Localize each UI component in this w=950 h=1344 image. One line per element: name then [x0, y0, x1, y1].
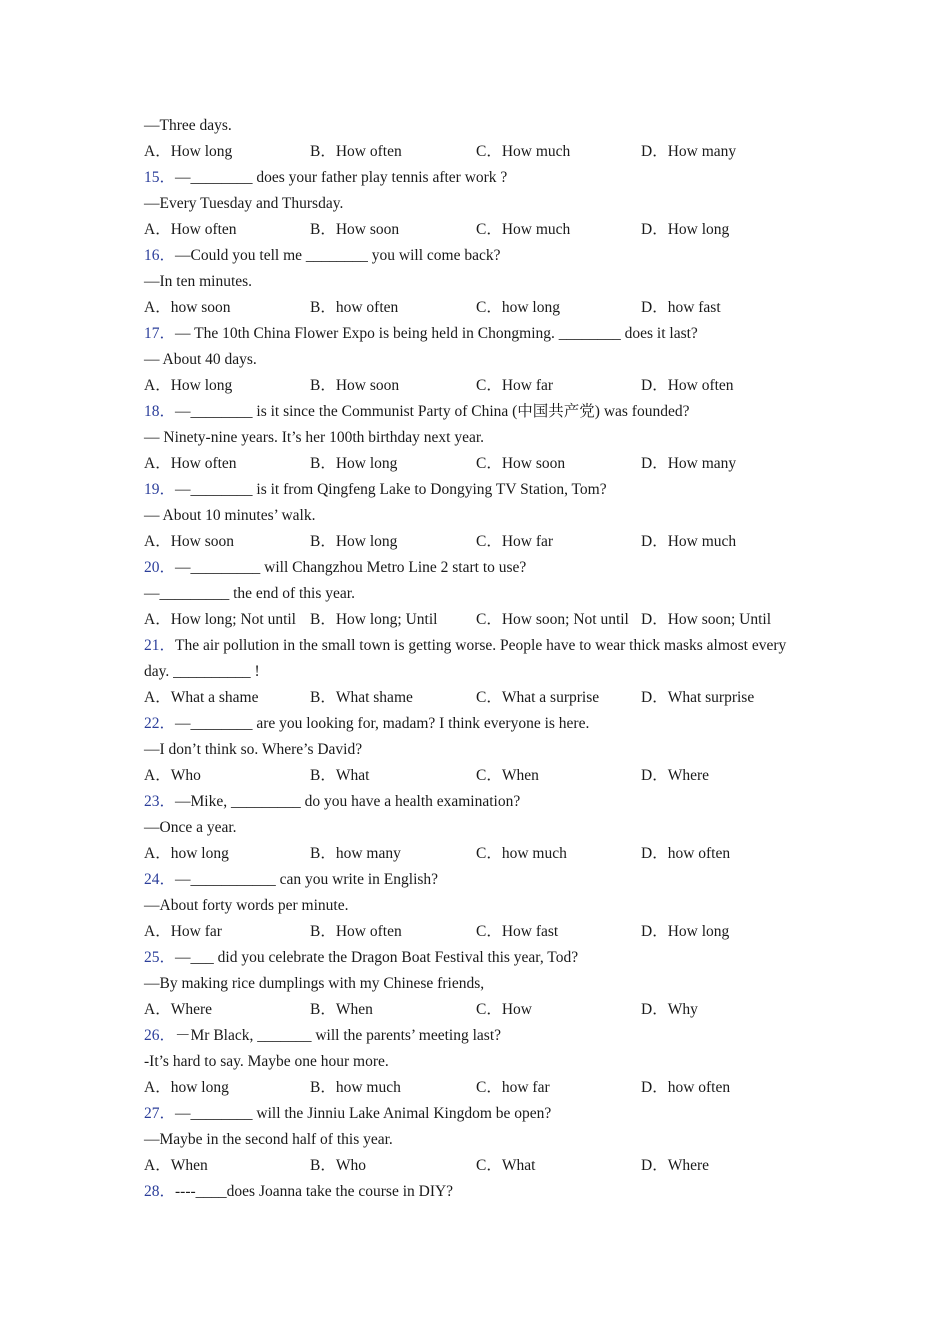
answer-line: —Maybe in the second half of this year.: [144, 1131, 393, 1148]
question-line: [144, 867, 806, 893]
option-a: A．how long: [144, 1079, 229, 1096]
question-line: [144, 555, 806, 581]
question-text: —________ are you looking for, madam? I think everyone is here.: [175, 715, 590, 732]
option-c: C．How fast: [476, 923, 559, 940]
option-d: D．How often: [641, 377, 734, 394]
question-text: —Could you tell me ________ you will come back?: [175, 247, 501, 264]
question-line: [144, 243, 806, 269]
question-line: [144, 633, 806, 685]
question-number: 26．: [144, 1027, 176, 1044]
option-d: D．How much: [641, 533, 737, 550]
options-row: [144, 1153, 806, 1179]
options-row: [144, 295, 806, 321]
options-row: [144, 685, 806, 711]
option-c: C．How much: [476, 143, 571, 160]
options-row: [144, 607, 806, 633]
question-number: 19．: [144, 481, 176, 498]
question-number: 27．: [144, 1105, 176, 1122]
option-c: C．How: [476, 1001, 532, 1018]
option-c: C．What a surprise: [476, 689, 600, 706]
option-d: D．Where: [641, 767, 709, 784]
option-d: D．How soon; Until: [641, 611, 772, 628]
options-row: [144, 373, 806, 399]
option-a: A．How often: [144, 455, 237, 472]
option-a: A．When: [144, 1157, 208, 1174]
option-c: C．How much: [476, 221, 571, 238]
option-b: B．When: [310, 1001, 373, 1018]
question-line: [144, 477, 806, 503]
options-row: [144, 451, 806, 477]
option-d: D．What surprise: [641, 689, 755, 706]
option-d: D．How long: [641, 923, 730, 940]
question-line: [144, 1023, 806, 1049]
option-a: A．How far: [144, 923, 222, 940]
answer-line: —Once a year.: [144, 819, 237, 836]
option-d: D．Where: [641, 1157, 709, 1174]
question-line: [144, 711, 806, 737]
answer-line: -It’s hard to say. Maybe one hour more.: [144, 1053, 389, 1070]
question-text: —___ did you celebrate the Dragon Boat Festival this year, Tod?: [175, 949, 579, 966]
question-text: —Mike, _________ do you have a health examination?: [175, 793, 521, 810]
question-line: [144, 1179, 806, 1205]
answer-line: —In ten minutes.: [144, 273, 253, 290]
question-number: 24．: [144, 871, 176, 888]
question-number: 28．: [144, 1183, 176, 1200]
option-d: D．Why: [641, 1001, 698, 1018]
option-c: C．When: [476, 767, 539, 784]
option-d: D．how fast: [641, 299, 721, 316]
options-row: [144, 529, 806, 555]
question-line: [144, 399, 806, 425]
option-c: C．how much: [476, 845, 567, 862]
option-a: A．How long; Not until: [144, 611, 296, 628]
answer-line: —_________ the end of this year.: [144, 585, 355, 602]
answer-line: — About 10 minutes’ walk.: [144, 507, 316, 524]
answer-line: —I don’t think so. Where’s David?: [144, 741, 363, 758]
question-number: 25．: [144, 949, 176, 966]
question-text: — The 10th China Flower Expo is being held in Chongming. ________ does it last?: [175, 325, 698, 342]
option-a: A．How soon: [144, 533, 234, 550]
question-number: 21．: [144, 637, 176, 654]
question-number: 23．: [144, 793, 176, 810]
question-number: 17．: [144, 325, 176, 342]
answer-line: — Ninety-nine years. It’s her 100th birthday next year.: [144, 429, 485, 446]
question-text: —________ is it since the Communist Party of China (中国共产党) was founded?: [175, 403, 690, 420]
options-row: [144, 841, 806, 867]
option-a: A．how long: [144, 845, 229, 862]
option-a: A．Who: [144, 767, 201, 784]
option-b: B．how much: [310, 1079, 401, 1096]
option-d: D．How many: [641, 143, 737, 160]
option-b: B．How long: [310, 455, 398, 472]
option-b: B．What shame: [310, 689, 413, 706]
options-row: [144, 1075, 806, 1101]
question-text: —_________ will Changzhou Metro Line 2 start to use?: [175, 559, 527, 576]
options-row: [144, 919, 806, 945]
question-text: ----____does Joanna take the course in DIY?: [175, 1183, 454, 1200]
question-text: －Mr Black, _______ will the parents’ meeting last?: [175, 1027, 502, 1044]
question-number: 15．: [144, 169, 176, 186]
option-a: A．What a shame: [144, 689, 259, 706]
options-row: [144, 139, 806, 165]
question-line: [144, 945, 806, 971]
answer-line: — About 40 days.: [144, 351, 257, 368]
option-b: B．how many: [310, 845, 401, 862]
question-list: [144, 113, 806, 1205]
question-number: 18．: [144, 403, 176, 420]
question-number: 22．: [144, 715, 176, 732]
question-text: —________ is it from Qingfeng Lake to Dongying TV Station, Tom?: [175, 481, 607, 498]
option-a: A．how soon: [144, 299, 231, 316]
answer-line: —Three days.: [144, 117, 232, 134]
option-b: B．How soon: [310, 221, 400, 238]
option-d: D．How long: [641, 221, 730, 238]
options-row: [144, 217, 806, 243]
option-b: B．How long; Until: [310, 611, 438, 628]
option-b: B．Who: [310, 1157, 366, 1174]
options-row: [144, 763, 806, 789]
question-line: [144, 165, 806, 191]
option-c: C．how far: [476, 1079, 550, 1096]
question-text: —___________ can you write in English?: [175, 871, 439, 888]
option-a: A．How long: [144, 377, 233, 394]
option-b: B．How often: [310, 143, 402, 160]
question-text: —________ will the Jinniu Lake Animal Kingdom be open?: [175, 1105, 552, 1122]
question-number: 16．: [144, 247, 176, 264]
option-b: B．How often: [310, 923, 402, 940]
question-text: The air pollution in the small town is getting worse. People have to wear thick masks almost every day. __________ !: [144, 637, 787, 680]
option-d: D．how often: [641, 1079, 731, 1096]
answer-line: —Every Tuesday and Thursday.: [144, 195, 344, 212]
option-b: B．how often: [310, 299, 399, 316]
answer-line: —By making rice dumplings with my Chinese friends,: [144, 975, 485, 992]
answer-line: —About forty words per minute.: [144, 897, 349, 914]
question-text: —________ does your father play tennis after work ?: [175, 169, 508, 186]
option-b: B．What: [310, 767, 370, 784]
question-line: [144, 321, 806, 347]
option-c: C．How far: [476, 377, 554, 394]
question-line: [144, 1101, 806, 1127]
option-b: B．How soon: [310, 377, 400, 394]
option-c: C．What: [476, 1157, 536, 1174]
option-c: C．How far: [476, 533, 554, 550]
options-row: [144, 997, 806, 1023]
option-a: A．How often: [144, 221, 237, 238]
option-a: A．Where: [144, 1001, 212, 1018]
option-b: B．How long: [310, 533, 398, 550]
option-c: C．How soon: [476, 455, 566, 472]
option-d: D．how often: [641, 845, 731, 862]
question-number: 20．: [144, 559, 176, 576]
option-a: A．How long: [144, 143, 233, 160]
option-d: D．How many: [641, 455, 737, 472]
option-c: C．How soon; Not until: [476, 611, 629, 628]
option-c: C．how long: [476, 299, 560, 316]
question-line: [144, 789, 806, 815]
